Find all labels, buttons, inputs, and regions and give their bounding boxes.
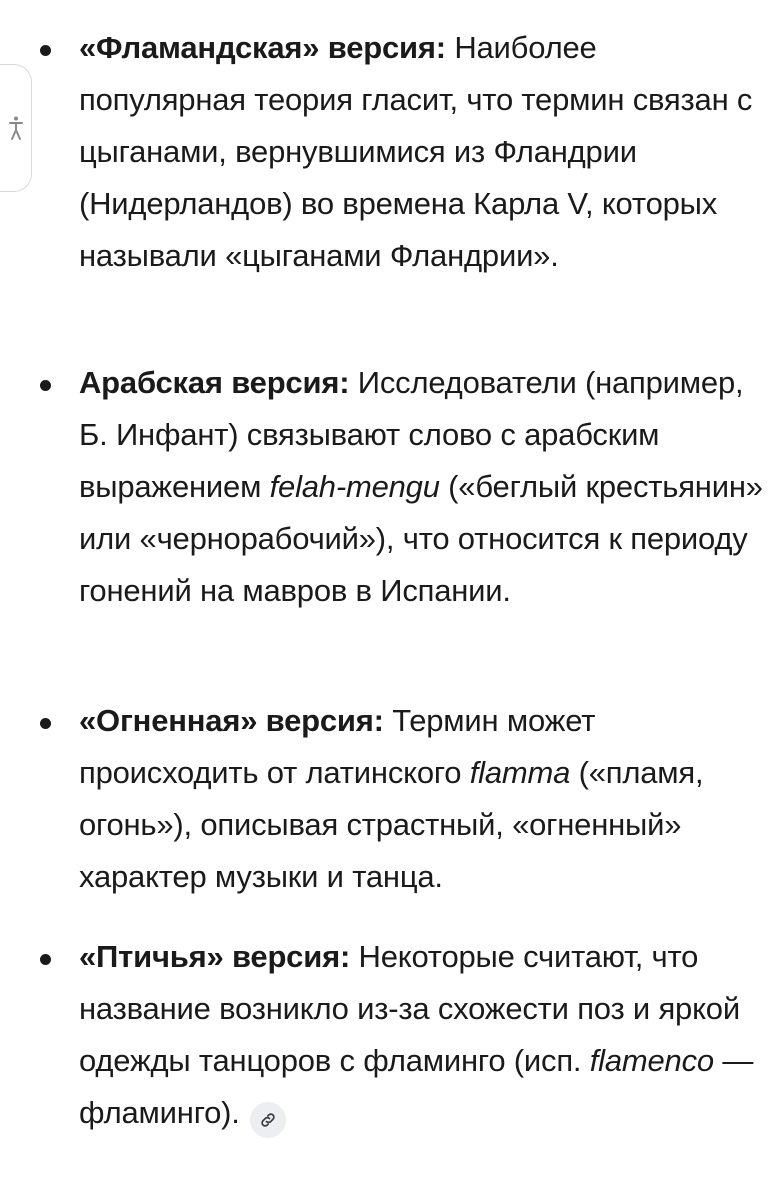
item-text: Наиболее популярная теория гласит, что термин связан с цыганами, вернувшимися из Фландрии (Нидерландов) во времена Карла V, которых называли «цыганами Фландрии». [79, 30, 753, 273]
list-item-arabic [79, 357, 769, 617]
list-item-fire [79, 695, 769, 903]
item-italic-term: flamenco [589, 1043, 714, 1078]
item-italic-term: flamma [469, 755, 571, 790]
accessibility-tab[interactable] [0, 64, 32, 192]
list-item-flemish [79, 22, 769, 282]
bullet-marker [40, 718, 51, 729]
bullet-marker [40, 380, 51, 391]
item-label: «Фламандская» версия: [79, 30, 446, 65]
item-text-after: — фламинго). [79, 1043, 754, 1130]
item-label: «Огненная» версия: [79, 703, 384, 738]
accessibility-icon [9, 116, 23, 140]
link-icon [259, 1111, 277, 1129]
item-text: Исследователи (например, Б. Инфант) связывают слово с арабским выражением [79, 365, 744, 504]
item-text: Термин может происходить от латинского [79, 703, 596, 790]
bullet-marker [40, 45, 51, 56]
item-text-after: («пламя, огонь»), описывая страстный, «огненный» характер музыки и танца. [79, 755, 704, 894]
item-label: Арабская версия: [79, 365, 350, 400]
item-label: «Птичья» версия: [79, 939, 351, 974]
bullet-marker [40, 954, 51, 965]
item-italic-term: felah-mengu [269, 469, 440, 504]
list-item-bird [79, 931, 769, 1139]
item-text: Некоторые считают, что название возникло из-за схожести поз и яркой одежды танцоров с фламинго (исп. [79, 939, 740, 1078]
item-text-after: («беглый крестьянин» или «чернорабочий»), что относится к периоду гонений на мавров в Испании. [79, 469, 763, 608]
source-link-button[interactable] [250, 1102, 286, 1138]
